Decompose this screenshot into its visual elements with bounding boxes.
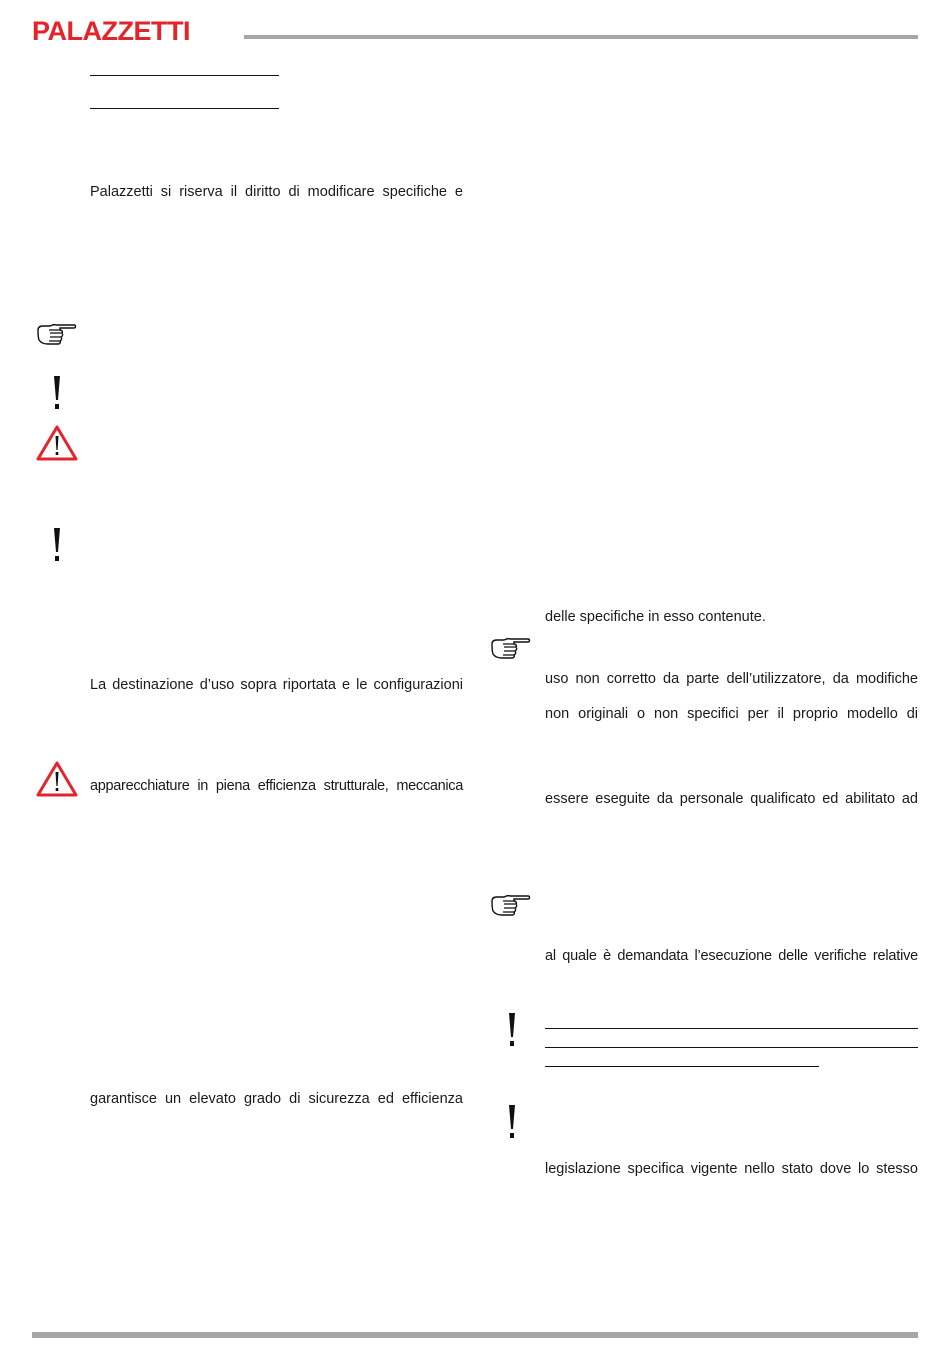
heading-underline bbox=[90, 108, 279, 109]
emphasis-underline bbox=[545, 1047, 918, 1048]
warning-triangle-icon bbox=[36, 425, 78, 461]
pointing-hand-icon bbox=[36, 322, 78, 348]
brand-logo: PALAZZETTI bbox=[32, 16, 190, 46]
exclamation-icon bbox=[505, 1104, 519, 1140]
paragraph-line: essere eseguite da personale qualificato ed abilitato ad bbox=[545, 791, 918, 807]
paragraph-line: non originali o non specifici per il proprio modello di bbox=[545, 706, 918, 722]
paragraph-line: legislazione specifica vigente nello stato dove lo stesso bbox=[545, 1161, 918, 1177]
exclamation-icon bbox=[505, 1012, 519, 1048]
paragraph-line: Palazzetti si riserva il diritto di modificare specifiche e bbox=[90, 184, 463, 200]
heading-underline bbox=[90, 75, 279, 76]
exclamation-icon bbox=[50, 527, 64, 563]
pointing-hand-icon bbox=[490, 893, 532, 919]
paragraph-line: delle specifiche in esso contenute. bbox=[545, 609, 766, 625]
footer-rule bbox=[32, 1332, 918, 1338]
paragraph-line: garantisce un elevato grado di sicurezza ed efficienza bbox=[90, 1091, 463, 1107]
pointing-hand-icon bbox=[490, 636, 532, 662]
exclamation-icon bbox=[50, 375, 64, 411]
emphasis-underline bbox=[545, 1066, 819, 1067]
paragraph-line: La destinazione d’uso sopra riportata e le configurazioni bbox=[90, 677, 463, 693]
paragraph-line: apparecchiature in piena efficienza strutturale, meccanica bbox=[90, 778, 463, 794]
warning-triangle-icon bbox=[36, 761, 78, 797]
header-rule bbox=[244, 35, 918, 39]
paragraph-line: uso non corretto da parte dell’utilizzatore, da modifiche bbox=[545, 671, 918, 687]
emphasis-underline bbox=[545, 1028, 918, 1029]
paragraph-line: al quale è demandata l’esecuzione delle verifiche relative bbox=[545, 948, 918, 964]
